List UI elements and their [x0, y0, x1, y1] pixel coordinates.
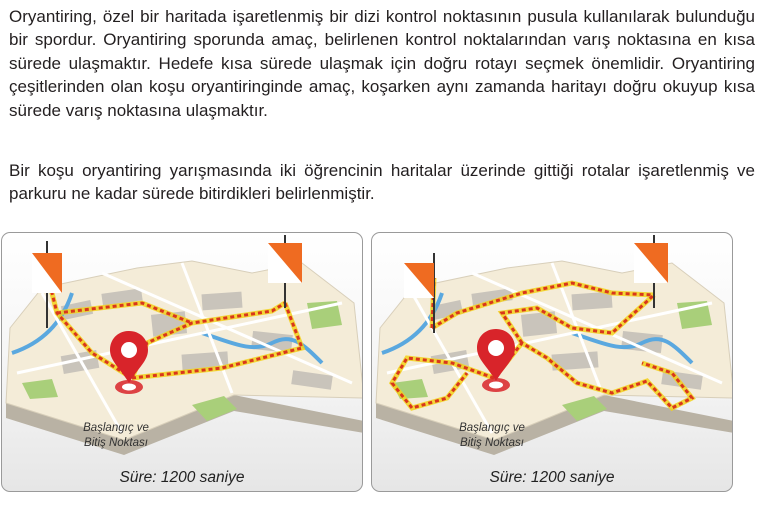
map-panel-right [371, 232, 733, 492]
intro-paragraph: Oryantiring, özel bir haritada işaretlenmiş bir dizi kontrol noktasının pusula kullanılarak bulunduğu bir spordur. Oryantiring sporunda amaç, belirlenen kontrol noktalarından varış noktasına en kısa sürede ulaşmaktır. Hedefe kısa sürede ulaşmak için doğru rotayı seçmek önemlidir. Oryantiring çeşitlerinden olan koşu oryantiringinde amaç, koşarken aynı zamanda haritayı doğru okuyup kısa sürede varış noktasına ulaşmaktır. [9, 7, 755, 120]
orienteering-map-right [372, 233, 733, 492]
task-paragraph: Bir koşu oryantiring yarışmasında iki öğrencinin haritalar üzerinde gittiği rotalar işaretlenmiş ve parkuru ne kadar sürede bitirdikleri belirlenmiştir. [9, 161, 755, 204]
time-label: Süre: 1200 saniye [489, 469, 615, 486]
start-finish-label: Başlangıç ve Bitiş Noktası [83, 422, 149, 449]
start-finish-label: Başlangıç ve Bitiş Noktası [459, 422, 525, 449]
time-label: Süre: 1200 saniye [119, 469, 245, 486]
map-panel-left [1, 232, 363, 492]
orienteering-map-left [2, 233, 363, 492]
